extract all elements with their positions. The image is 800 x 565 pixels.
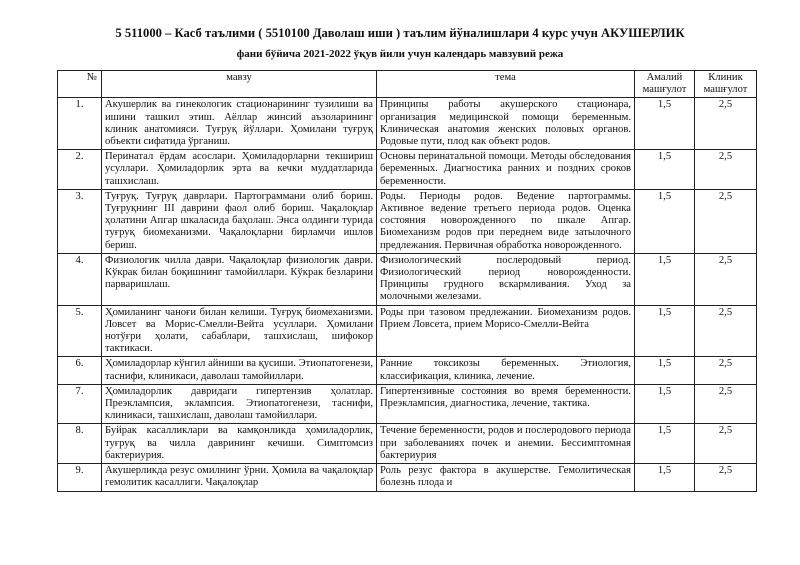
topic-ru: Гипертензивные состояния во время беременности. Преэклампсия, диагностика, лечение, тактика. [377, 384, 635, 424]
clinical-hours: 2,5 [695, 424, 757, 464]
topic-uz: Акушерликда резус омилнинг ўрни. Ҳомила ва чақалоқлар гемолитик касаллиги. Чақалоқлар [102, 464, 377, 491]
practical-hours: 1,5 [635, 464, 695, 491]
column-header-practical: Амалий машғулот [635, 71, 695, 98]
practical-hours: 1,5 [635, 98, 695, 150]
topic-uz: Физиологик чилла даври. Чақалоқлар физиологик даври. Кўкрак билан боқишнинг тамойиллари. Кўкрак безларини парваришлаш. [102, 253, 377, 305]
practical-hours: 1,5 [635, 189, 695, 253]
column-header-topic-ru: тема [377, 71, 635, 98]
table-row [58, 384, 757, 424]
practical-hours: 1,5 [635, 384, 695, 424]
clinical-hours: 2,5 [695, 150, 757, 190]
row-number: 4. [58, 253, 102, 305]
row-number: 5. [58, 305, 102, 357]
clinical-hours: 2,5 [695, 464, 757, 491]
document-subtitle: фани бўйича 2021-2022 ўқув йили учун календарь мавзувий режа [236, 48, 564, 60]
clinical-hours: 2,5 [695, 253, 757, 305]
topic-uz: Буйрак касалликлари ва камқонликда ҳомиладорлик, туғруқ ва чилла даврининг кечиши. Симптомсиз бактериурия. [102, 424, 377, 464]
clinical-hours: 2,5 [695, 189, 757, 253]
table-row [58, 424, 757, 464]
topic-ru: Роль резус фактора в акушерстве. Гемолитическая болезнь плода и [377, 464, 635, 491]
topic-uz: Акушерлик ва гинекологик стационарининг тузилиши ва ишини ташкил этиш. Аёллар жинсий аъзоларининг клиник анатомияси. Туғруқ йўллари. Ҳомилани туғруқ объекти сифатида ўрганиш. [102, 98, 377, 150]
calendar-plan-table [57, 70, 757, 492]
topic-ru: Ранние токсикозы беременных. Этиология, классификация, клиника, лечение. [377, 357, 635, 384]
table-row [58, 98, 757, 150]
practical-hours: 1,5 [635, 357, 695, 384]
topic-uz: Перинатал ёрдам асослари. Ҳомиладорларни текшириш усуллари. Ҳомиладорлик эрта ва кечки муддатларида ташхислаш. [102, 150, 377, 190]
clinical-hours: 2,5 [695, 98, 757, 150]
table-row [58, 189, 757, 253]
topic-uz: Ҳомиладорлар кўнгил айниши ва қусиши. Этиопатогенези, таснифи, клиникаси, даволаш тамойиллари. [102, 357, 377, 384]
topic-ru: Роды при тазовом предлежании. Биомеханизм родов. Прием Ловсета, прием Морисо-Смелли-Вейта [377, 305, 635, 357]
table-row [58, 150, 757, 190]
practical-hours: 1,5 [635, 424, 695, 464]
clinical-hours: 2,5 [695, 384, 757, 424]
table-row [58, 305, 757, 357]
topic-uz: Ҳомиланинг чаноғи билан келиши. Туғруқ биомеханизми. Ловсет ва Морис-Смелли-Вейта усуллари. Ҳомилани нотўғри ҳолати, сабаблари, ташхислаш, шифокор тактикаси. [102, 305, 377, 357]
topic-ru: Физиологический послеродовый период. Физиологический период новорожденности. Принципы грудного вскармливания. Уход за молочными железами. [377, 253, 635, 305]
column-header-clinical: Клиник машғулот [695, 71, 757, 98]
document-title: 5 511000 – Касб таълими ( 5510100 Даволаш иши ) таълим йўналишлари 4 курс учун АКУШЕРЛИК [115, 26, 685, 40]
row-number: 8. [58, 424, 102, 464]
table-row [58, 464, 757, 491]
clinical-hours: 2,5 [695, 357, 757, 384]
row-number: 6. [58, 357, 102, 384]
column-header-number: № [58, 71, 102, 98]
topic-ru: Течение беременности, родов и послеродового периода при заболеваниях почек и анемии. Бессимптомная бактериурия [377, 424, 635, 464]
practical-hours: 1,5 [635, 305, 695, 357]
table-row [58, 253, 757, 305]
row-number: 1. [58, 98, 102, 150]
practical-hours: 1,5 [635, 150, 695, 190]
table-header-row [58, 71, 757, 98]
topic-ru: Роды. Периоды родов. Ведение партограммы. Активное ведение третьего периода родов. Оценка состояния новорожденного по шкале Апгар. Биомеханизм родов при переднем виде затылочного предлежания. Первичная обработка новорожденного. [377, 189, 635, 253]
practical-hours: 1,5 [635, 253, 695, 305]
topic-ru: Принципы работы акушерского стационара, организация медицинской помощи беременным. Клиническая анатомия женских половых органов. Родовые пути, плод как объект родов. [377, 98, 635, 150]
topic-uz: Ҳомиладорлик давридаги гипертензив ҳолатлар. Преэклампсия, эклампсия. Этиопатогенези, таснифи, клиникаси, ташхислаш, даволаш тамойиллари. [102, 384, 377, 424]
table-row [58, 357, 757, 384]
column-header-topic-uz: мавзу [102, 71, 377, 98]
row-number: 9. [58, 464, 102, 491]
row-number: 3. [58, 189, 102, 253]
topic-ru: Основы перинатальной помощи. Методы обследования беременных. Диагностика ранних и поздних сроков беременности. [377, 150, 635, 190]
topic-uz: Туғруқ. Туғруқ даврлари. Партограммани олиб бориш. Туғруқнинг III даврини фаол олиб бориш. Чақалоқлар ҳолатини Апгар шкаласида баҳолаш. Энса олдинги турида туғруқ биомеханизми. Чақалоқларни бирламчи ишлов бериш. [102, 189, 377, 253]
row-number: 7. [58, 384, 102, 424]
row-number: 2. [58, 150, 102, 190]
clinical-hours: 2,5 [695, 305, 757, 357]
